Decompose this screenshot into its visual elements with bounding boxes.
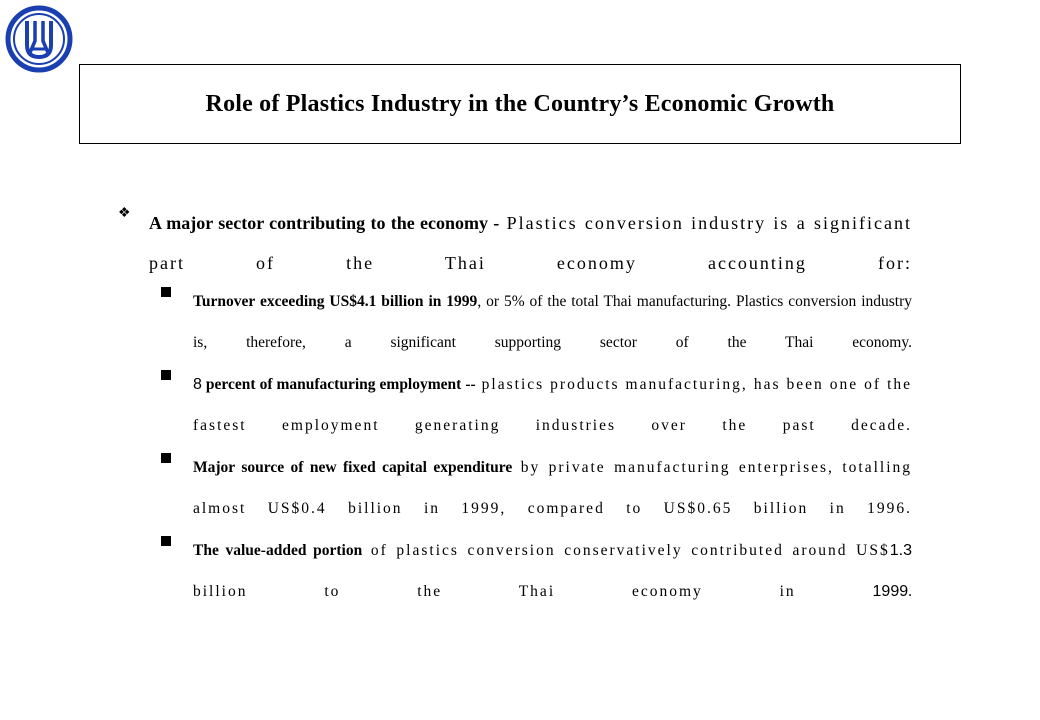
main-bullet-body: Plastics conversion industry is a significant part of the Thai economy accounting for: [149, 213, 912, 273]
page-title: Role of Plastics Industry in the Country’s Economic Growth [205, 90, 835, 117]
list-item-heading: The value-added portion [193, 542, 363, 559]
list-item-body: of plastics conversion conservatively contributed around US$ [362, 542, 890, 559]
list-item-text [193, 530, 912, 612]
list-item-body-cont: billion to the Thai economy in [193, 583, 873, 600]
list-item-body: , or 5% of the total Thai manufacturing. Plastics conversion industry is, therefore, a significant supporting sector of the Thai economy. [193, 293, 912, 351]
square-bullet-icon [161, 453, 171, 463]
title-box [79, 64, 961, 144]
list-item-number: 8 [193, 376, 202, 393]
main-bullet-text [149, 203, 912, 283]
list-item-text [193, 281, 912, 363]
list-item-heading: percent of manufacturing employment -- [201, 376, 476, 393]
main-bullet-heading: A major sector contributing to the economy - [149, 213, 500, 233]
square-bullet-icon [161, 370, 171, 380]
list-item-number: 1.3 [889, 542, 913, 559]
list-item-end: . [908, 583, 912, 600]
list-item-year: 1999 [872, 583, 909, 600]
list-item-heading: Turnover exceeding US$4.1 billion in 1999 [193, 293, 478, 310]
square-bullet-icon [161, 287, 171, 297]
company-logo-icon [5, 5, 73, 73]
list-item-text [193, 447, 912, 529]
list-item-text [193, 364, 912, 446]
square-bullet-icon [161, 536, 171, 546]
diamond-bullet-icon: ❖ [118, 206, 131, 221]
list-item-body: by private manufacturing enterprises, totalling almost US$0.4 billion in 1999, compared to US$0.65 billion in 1996. [193, 459, 912, 517]
list-item-heading: Major source of new fixed capital expenditure [193, 459, 513, 476]
list-item-body: plastics products manufacturing, has been one of the fastest employment generating industries over the past decade. [193, 376, 913, 434]
